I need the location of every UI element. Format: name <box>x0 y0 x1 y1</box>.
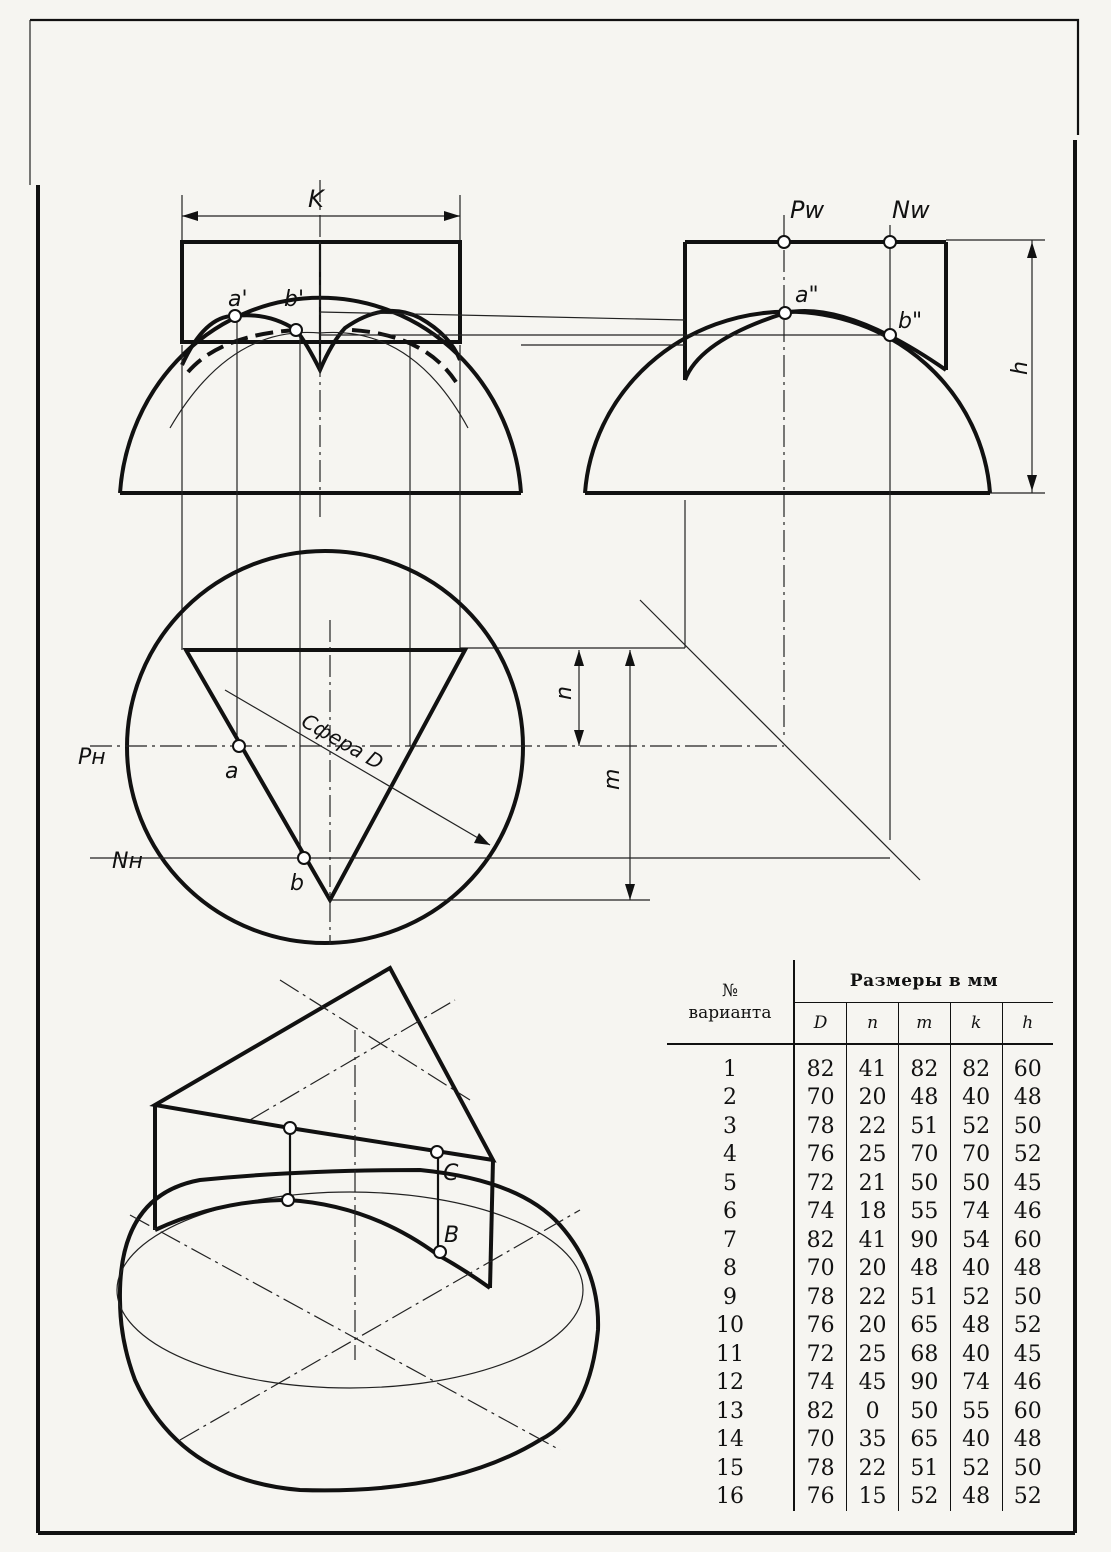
label-a: a <box>225 759 239 784</box>
dimension-cell: 48 <box>950 1483 1002 1512</box>
table-row <box>667 1226 1053 1255</box>
variant-number-cell: 9 <box>667 1283 794 1312</box>
dimension-cell: 50 <box>1013 1284 1042 1310</box>
label-n: n <box>552 686 577 700</box>
label-b-double-prime: b" <box>898 309 923 334</box>
dimension-cell: 40 <box>950 1255 1002 1284</box>
table-row <box>667 1283 1053 1312</box>
dimension-cell: 51 <box>898 1454 950 1483</box>
dimension-cell: 78 <box>794 1283 847 1312</box>
dimension-cell: 70 <box>950 1141 1002 1170</box>
dimension-cell: 46 <box>1013 1370 1042 1396</box>
variant-number-cell: 6 <box>667 1198 794 1227</box>
dimension-cell: 82 <box>794 1226 847 1255</box>
dimension-cell: 0 <box>847 1397 899 1426</box>
dimension-cell: 48 <box>898 1255 950 1284</box>
dimension-cell: 46 <box>1013 1199 1042 1225</box>
dimension-cell: 55 <box>950 1397 1002 1426</box>
dimension-cell: 54 <box>950 1226 1002 1255</box>
point-a-double-prime <box>779 307 791 319</box>
dimension-cell: 68 <box>898 1340 950 1369</box>
dimension-cell: 18 <box>847 1198 899 1227</box>
dimension-cell: 25 <box>847 1340 899 1369</box>
dimension-cell: 40 <box>950 1340 1002 1369</box>
dimension-cell: 48 <box>898 1084 950 1113</box>
dimension-cell: 20 <box>847 1084 899 1113</box>
table-row <box>667 1426 1053 1455</box>
table-row <box>667 1369 1053 1398</box>
dimension-cell: 55 <box>898 1198 950 1227</box>
table-row <box>667 1044 1053 1084</box>
dimension-cell: 21 <box>847 1169 899 1198</box>
dimension-cell: 82 <box>794 1397 847 1426</box>
dimension-cell: 70 <box>794 1255 847 1284</box>
dimension-cell: 22 <box>847 1454 899 1483</box>
dimension-cell: 72 <box>794 1169 847 1198</box>
table-row <box>667 1483 1053 1512</box>
dimension-cell: 52 <box>1013 1484 1042 1510</box>
dimension-cell: 74 <box>950 1369 1002 1398</box>
dimension-cell: 48 <box>1013 1427 1042 1453</box>
point-b <box>298 852 310 864</box>
dimension-cell: 74 <box>794 1369 847 1398</box>
number-sign: № <box>721 980 739 1001</box>
label-b-prime: b' <box>284 287 305 312</box>
column-header: n <box>847 1003 899 1045</box>
variant-number-cell: 16 <box>667 1483 794 1512</box>
point-pw <box>778 236 790 248</box>
label-nh: Nн <box>112 849 143 874</box>
table-row <box>667 1454 1053 1483</box>
dimension-cell: 41 <box>847 1044 899 1084</box>
isometric-view <box>117 968 598 1490</box>
table-row <box>667 1198 1053 1227</box>
label-b: b <box>290 871 304 896</box>
label-k: K <box>308 185 324 213</box>
dimension-cell: 15 <box>847 1483 899 1512</box>
dimension-cell: 74 <box>794 1198 847 1227</box>
dimension-cell: 22 <box>847 1283 899 1312</box>
dimension-cell: 50 <box>1013 1113 1042 1139</box>
column-header: D <box>794 1003 847 1045</box>
dimension-cell: 51 <box>898 1283 950 1312</box>
dimension-cell: 52 <box>898 1483 950 1512</box>
dimension-cell: 50 <box>1013 1455 1042 1481</box>
variant-number-cell: 7 <box>667 1226 794 1255</box>
dimension-cell: 82 <box>794 1044 847 1084</box>
dimension-cell: 35 <box>847 1426 899 1455</box>
table-row <box>667 1340 1053 1369</box>
dimension-cell: 40 <box>950 1084 1002 1113</box>
label-nw: Nw <box>892 196 930 224</box>
table-row <box>667 1169 1053 1198</box>
dimension-cell: 52 <box>950 1112 1002 1141</box>
top-view <box>90 551 890 945</box>
variant-number-cell: 5 <box>667 1169 794 1198</box>
dimension-cell: 70 <box>794 1084 847 1113</box>
dimension-cell: 74 <box>950 1198 1002 1227</box>
table-row <box>667 1084 1053 1113</box>
label-pw: Pw <box>790 196 825 224</box>
point-nw <box>884 236 896 248</box>
variant-number-cell: 4 <box>667 1141 794 1170</box>
dimension-cell: 72 <box>794 1340 847 1369</box>
dimension-cell: 50 <box>898 1169 950 1198</box>
dimension-cell: 25 <box>847 1141 899 1170</box>
dimension-cell: 41 <box>847 1226 899 1255</box>
point-b-double-prime <box>884 329 896 341</box>
dimension-cell: 78 <box>794 1454 847 1483</box>
dimension-cell: 65 <box>898 1312 950 1341</box>
variant-number-cell: 12 <box>667 1369 794 1398</box>
variant-number-cell: 15 <box>667 1454 794 1483</box>
dimension-cell: 52 <box>1013 1313 1042 1339</box>
dimension-cell: 50 <box>950 1169 1002 1198</box>
table-row <box>667 1312 1053 1341</box>
dimension-cell: 40 <box>950 1426 1002 1455</box>
column-header: h <box>1002 1003 1053 1045</box>
dimension-cell: 60 <box>1013 1056 1042 1082</box>
label-c-upper: C <box>443 1161 459 1186</box>
dimension-cell: 50 <box>898 1397 950 1426</box>
dimension-cell: 52 <box>950 1283 1002 1312</box>
variant-number-cell: 3 <box>667 1112 794 1141</box>
variant-number-cell: 14 <box>667 1426 794 1455</box>
table-row <box>667 1397 1053 1426</box>
variant-number-cell: 1 <box>667 1044 794 1084</box>
label-ph: Pн <box>78 745 106 770</box>
variant-number-cell: 10 <box>667 1312 794 1341</box>
variant-number-cell: 11 <box>667 1340 794 1369</box>
dimension-cell: 45 <box>1013 1341 1042 1367</box>
dimension-cell: 82 <box>950 1044 1002 1084</box>
column-header: m <box>898 1003 950 1045</box>
variant-number-header <box>667 960 794 1044</box>
dimension-cell: 78 <box>794 1112 847 1141</box>
iso-point-bottom <box>282 1194 294 1206</box>
front-view <box>120 180 521 520</box>
construction-lines <box>182 312 920 880</box>
label-m: m <box>600 768 625 790</box>
dimension-cell: 48 <box>1013 1085 1042 1111</box>
dimension-cell: 45 <box>847 1369 899 1398</box>
dimension-cell: 20 <box>847 1255 899 1284</box>
label-b-upper: B <box>444 1223 460 1248</box>
dimension-cell: 60 <box>1013 1398 1042 1424</box>
dimension-cell: 52 <box>1013 1142 1042 1168</box>
label-a-prime: a' <box>228 287 248 312</box>
column-header: k <box>950 1003 1002 1045</box>
dimension-cell: 76 <box>794 1141 847 1170</box>
label-a-double-prime: a" <box>795 283 819 308</box>
dimension-cell: 76 <box>794 1483 847 1512</box>
table-body <box>667 1044 1053 1511</box>
label-sphere-d: Сфера D <box>297 708 388 775</box>
dimension-cell: 51 <box>898 1112 950 1141</box>
variants-table <box>667 960 1053 1511</box>
table-row <box>667 1141 1053 1170</box>
dimension-cell: 90 <box>898 1369 950 1398</box>
variant-number-cell: 8 <box>667 1255 794 1284</box>
variant-number-cell: 2 <box>667 1084 794 1113</box>
dimension-cell: 45 <box>1013 1170 1042 1196</box>
dimension-cell: 48 <box>1013 1256 1042 1282</box>
dimension-cell: 60 <box>1013 1227 1042 1253</box>
dimension-cell: 70 <box>898 1141 950 1170</box>
table-row <box>667 1255 1053 1284</box>
point-b-prime <box>290 324 302 336</box>
sizes-header: Размеры в мм <box>794 960 1053 1003</box>
iso-point-c <box>431 1146 443 1158</box>
variant-label: варианта <box>688 1002 772 1023</box>
dimension-cell: 20 <box>847 1312 899 1341</box>
dimension-cell: 82 <box>898 1044 950 1084</box>
variant-number-cell: 13 <box>667 1397 794 1426</box>
dimension-cell: 70 <box>794 1426 847 1455</box>
table-row <box>667 1112 1053 1141</box>
dimension-cell: 90 <box>898 1226 950 1255</box>
dimension-cell: 22 <box>847 1112 899 1141</box>
dimension-cell: 48 <box>950 1312 1002 1341</box>
dimension-cell: 65 <box>898 1426 950 1455</box>
dimension-cell: 76 <box>794 1312 847 1341</box>
dimension-cell: 52 <box>950 1454 1002 1483</box>
point-a <box>233 740 245 752</box>
label-h: h <box>1008 361 1033 375</box>
iso-point-top <box>284 1122 296 1134</box>
